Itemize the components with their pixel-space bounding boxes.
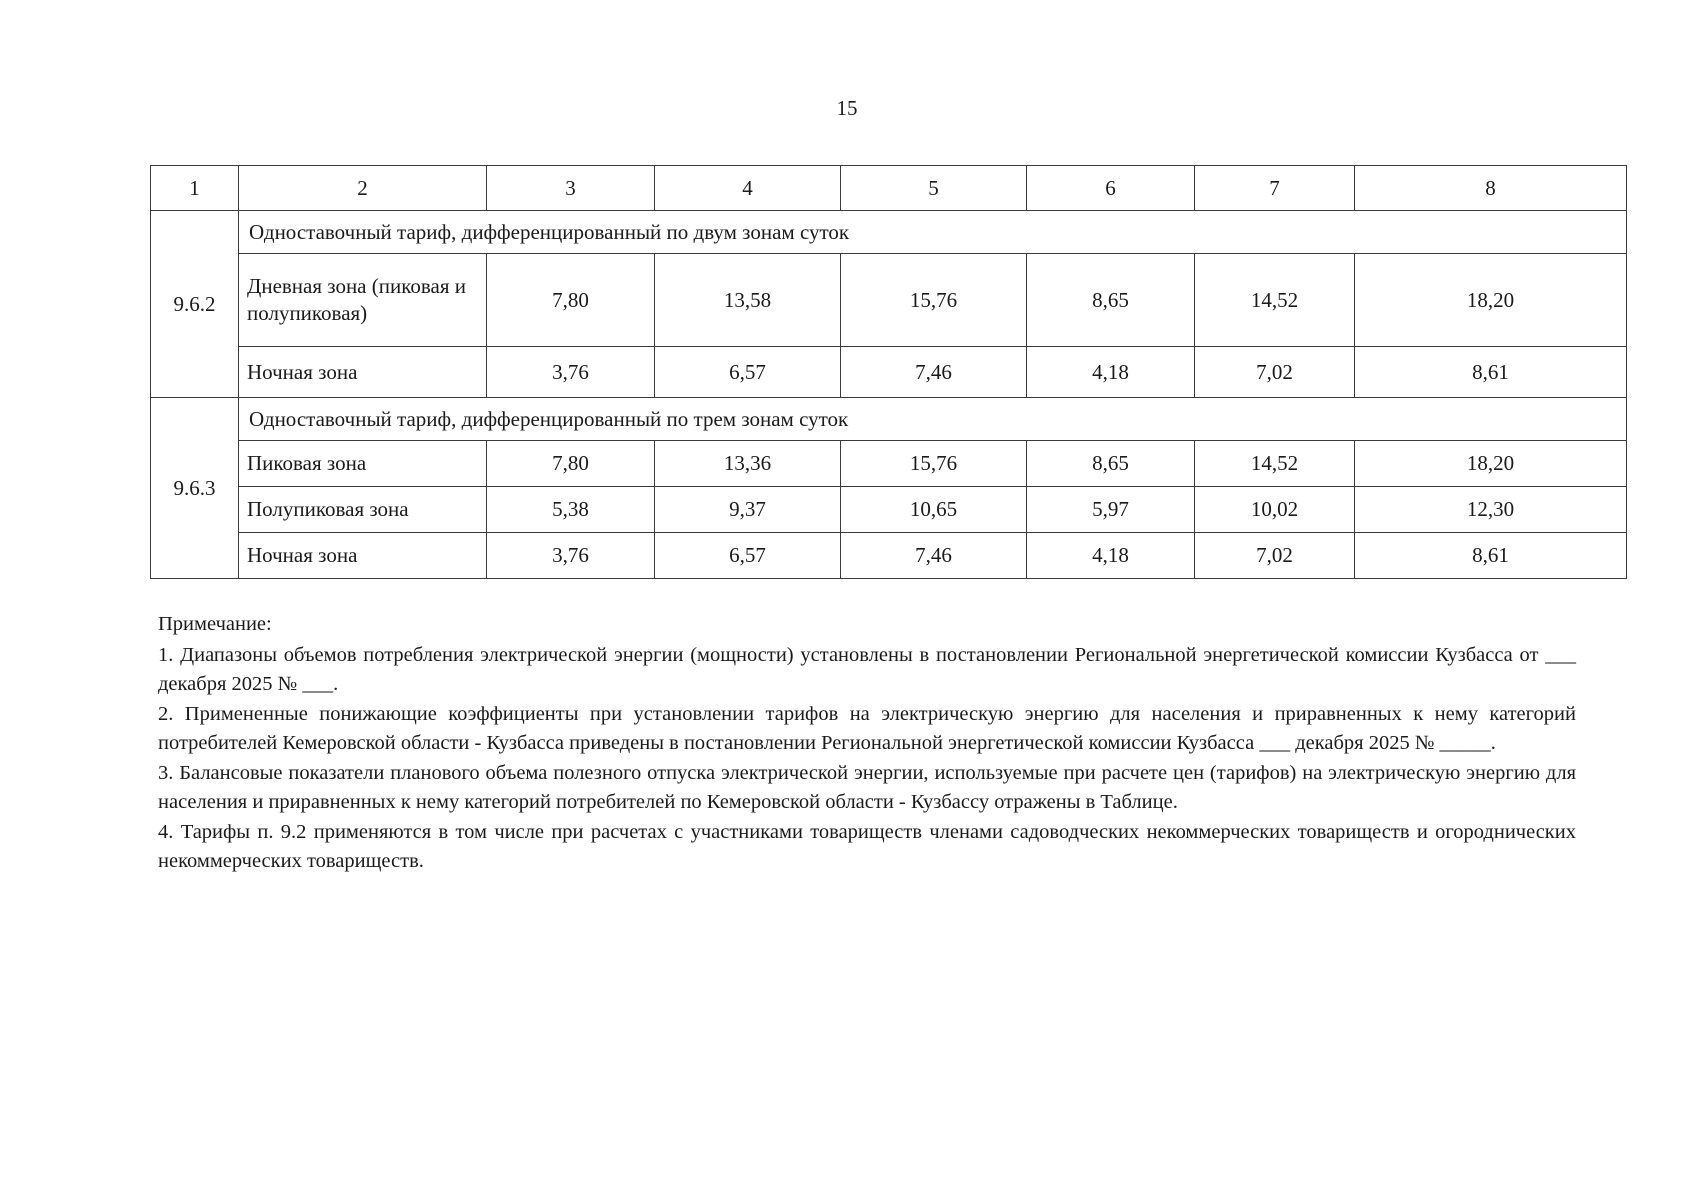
table-cell: 6,57 [655,347,841,398]
table-cell: 5,38 [487,487,655,533]
table-cell: 4,18 [1027,347,1195,398]
table-cell: 18,20 [1355,254,1627,347]
table-cell: 8,65 [1027,254,1195,347]
column-header: 5 [841,166,1027,211]
note-item: 3. Балансовые показатели планового объема полезного отпуска электрической энергии, используемые при расчете цен (тарифов) на электрическую энергию для населения и приравненных к нему категорий потребителей по Кемеровской области - Кузбассу отражены в Таблице. [158,761,1576,813]
tariff-table [150,165,1627,579]
table-cell: 7,46 [841,533,1027,579]
table-cell: 5,97 [1027,487,1195,533]
zone-label: Ночная зона [239,347,487,398]
table-cell: 18,20 [1355,441,1627,487]
notes-title: Примечание: [158,613,272,635]
table-cell: 14,52 [1195,441,1355,487]
table-cell: 7,80 [487,441,655,487]
column-header: 1 [151,166,239,211]
column-header: 6 [1027,166,1195,211]
column-header: 4 [655,166,841,211]
table-cell: 8,61 [1355,533,1627,579]
table-header-row [151,166,1627,211]
column-header: 8 [1355,166,1627,211]
table-row [151,347,1627,398]
note-item: 4. Тарифы п. 9.2 применяются в том числе при расчетах с участниками товариществ членами садоводческих некоммерческих товариществ и огороднических некоммерческих товариществ. [158,820,1576,872]
table-cell: 15,76 [841,254,1027,347]
table-cell: 6,57 [655,533,841,579]
table-row [151,441,1627,487]
table-cell: 15,76 [841,441,1027,487]
note-item: 1. Диапазоны объемов потребления электрической энергии (мощности) установлены в постановлении Региональной энергетической комиссии Кузбасса от ___ декабря 2025 № ___. [158,643,1576,695]
zone-label: Полупиковая зона [239,487,487,533]
table-cell: 7,80 [487,254,655,347]
section-title: Одноставочный тариф, дифференцированный по трем зонам суток [239,398,1627,441]
column-header: 3 [487,166,655,211]
table-cell: 10,65 [841,487,1027,533]
table-cell: 8,61 [1355,347,1627,398]
table-cell: 10,02 [1195,487,1355,533]
section-title-row [151,211,1627,254]
page-number: 15 [836,96,858,120]
table-cell: 4,18 [1027,533,1195,579]
table-cell: 7,02 [1195,533,1355,579]
table-cell: 12,30 [1355,487,1627,533]
note-item: 2. Примененные понижающие коэффициенты при установлении тарифов на электрическую энергию для населения и приравненных к нему категорий потребителей Кемеровской области - Кузбасса приведены в постановлении Региональной энергетической комиссии Кузбасса ___ декабря 2025 № _____. [158,702,1576,754]
table-cell: 13,58 [655,254,841,347]
table-row [151,487,1627,533]
section-title: Одноставочный тариф, дифференцированный по двум зонам суток [239,211,1627,254]
section-title-row [151,398,1627,441]
table-cell: 7,02 [1195,347,1355,398]
column-header: 2 [239,166,487,211]
zone-label: Пиковая зона [239,441,487,487]
table-cell: 3,76 [487,533,655,579]
row-code: 9.6.3 [151,398,239,579]
table-cell: 3,76 [487,347,655,398]
table-cell: 13,36 [655,441,841,487]
column-header: 7 [1195,166,1355,211]
row-code: 9.6.2 [151,211,239,398]
zone-label: Ночная зона [239,533,487,579]
zone-label: Дневная зона (пиковая и полупиковая) [239,254,487,347]
table-cell: 7,46 [841,347,1027,398]
table-row [151,533,1627,579]
table-cell: 14,52 [1195,254,1355,347]
table-cell: 8,65 [1027,441,1195,487]
table-cell: 9,37 [655,487,841,533]
table-row [151,254,1627,347]
notes-block [158,610,1576,877]
